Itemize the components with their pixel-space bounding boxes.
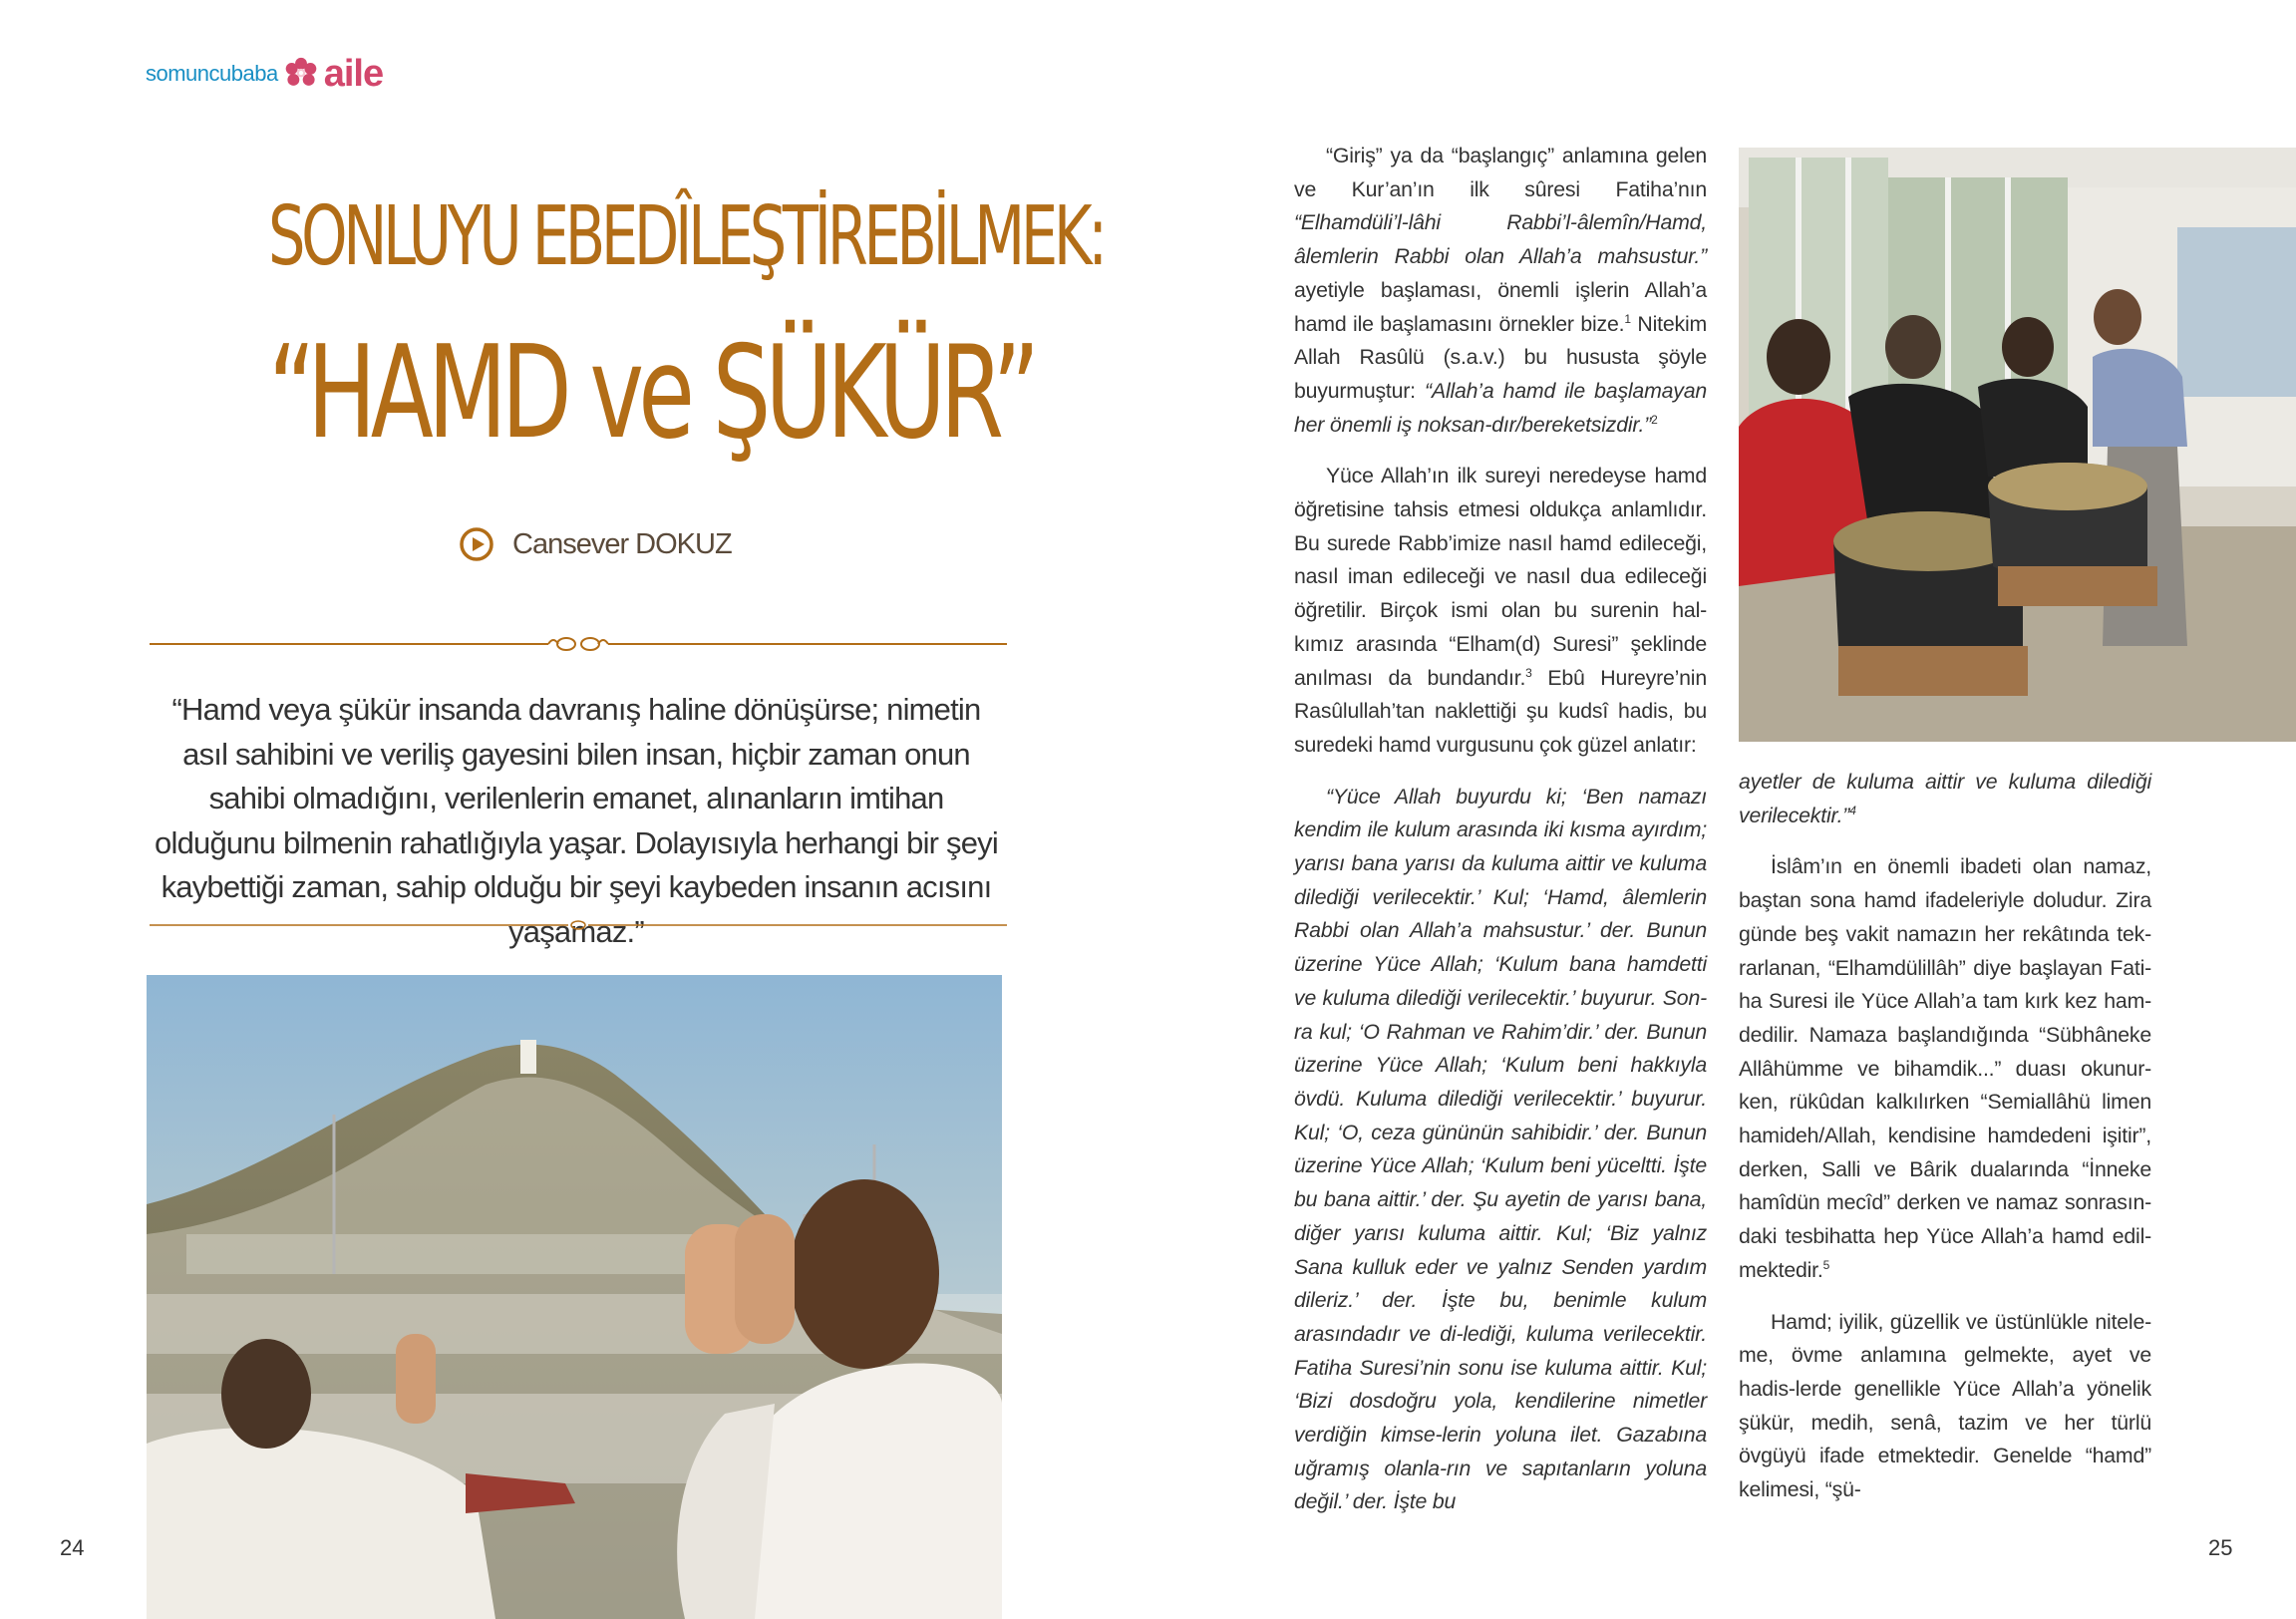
paragraph-hadith: “Yüce Allah buyurdu ki; ‘Ben namazı kendim ile kulum arasında iki kısma ayırdım; yarısı bana yarısı da kuluma aittir ve kuluma dilediği verilecektir.’ Kul; ‘Hamd, âlemlerin Rabbi olan Allah’a mahsustur.’ der. Bunun üzerine Yüce Allah; ‘Kulum bana hamdetti ve kuluma dilediği verilecektir.’ buyurur. Son-ra kul; ‘O Rahman ve Rahim’dir.’ der. Bunun üzerine Yüce Allah; ‘Kulum beni hakkıyla övdü. Kuluma dilediği verilecektir.’ buyurur. Kul; ‘O, ceza gününün sahibidir.’ der. Bunun üzerine Yüce Allah; ‘Kulum beni yüceltti. İşte bu bana aittir.’ der. Şu ayetin de yarısı bana, diğer yarısı kuluma aittir. Kul; ‘Biz yalnız Sana kulluk eder ve yalnız Senden yardım dileriz.’ der. İşte bu, benimle kulum arasındadır ve di-lediği, kuluma verilecektir. Fatiha Suresi’nin sonu ise kuluma aittir. Kul; ‘Bizi dosdoğru yola, kendilerine nimetler verdiğin kimse-lerin yoluna ilet. Gazabına uğramış olanla-rın ve sapıtanların yoluna değil.’ der. İşte bu — [1294, 784, 1707, 1514]
paragraph-prayer: İslâm’ın en önemli ibadeti olan namaz, baştan sona hamd ifadeleriyle doludur. Zira günde beş vakit namazın her rekâtında tek-rarlanan, “Elhamdülillâh” diye başlayan Fati-ha Suresi ile Yüce Allah’a tam kırk kez ham-dedilir. Namaza başlandığında “Sübhâneke Allâhümme ve bihamdik...” duası okunur-ken, rükûdan kalkılırken “Semiallâhü limen hamideh/Allah, kendisine hamdedeni işitir”, derken, Salli ve Bârik dualarında “İnneke hamîdün mecîd” derken ve namaz sonrasın-daki tesbihatta hep Yüce Allah’a hamd edil-mektedir.$^5$ — [1739, 854, 2151, 1282]
article-column-2 — [1739, 766, 2151, 1525]
pilgrims-image — [147, 975, 1002, 1619]
author-name: Cansever DOKUZ — [512, 527, 732, 560]
article-title-line2: “HAMD ve ŞÜKÜR” — [268, 319, 1035, 468]
footnote-ref-2[interactable]: 2 — [1651, 412, 1658, 427]
cooking-photo — [1739, 148, 2296, 742]
pilgrims-photo — [147, 975, 1002, 1619]
ornament-divider-top — [150, 634, 1007, 654]
article-column-1 — [1294, 140, 1707, 1537]
play-circle-icon — [459, 526, 494, 562]
article-title-line1: SONLUYU EBEDÎLEŞTİREBİLMEK: — [268, 189, 1104, 284]
author-byline — [459, 526, 732, 562]
footnote-ref-3[interactable]: 3 — [1525, 665, 1532, 680]
paragraph-hamd-meaning: Hamd; iyilik, güzellik ve üstünlükle nitele-me, övme anlamına gelmekte, ayet ve hadis-lerde genellikle Yüce Allah’a yönelik şükür, medih, senâ, tazim ve her türlü övgüyü ifade etmektedir. Genelde “hamd” kelimesi, “şü- — [1739, 1309, 2151, 1502]
flower-logo-icon — [284, 57, 318, 91]
paragraph-fatiha: Yüce Allah’ın ilk sureyi neredeyse hamd öğretisine tahsis etmesi oldukça anlamlıdır. Bu surede Rabb’imize nasıl hamd edileceği, nasıl iman edileceği ve nasıl dua edileceği öğretilir. Birçok ismi olan bu surenin hal-kımız arasında “Elham(d) Suresi” şeklinde anılması da bundandır.$^3$ Ebû Hureyre’nin Rasûlullah’tan naklettiği şu kudsî hadis, bu suredeki hamd vurgusunu çok güzel anlatır: — [1294, 464, 1707, 757]
cooking-image — [1739, 148, 2296, 742]
footnote-ref-1[interactable]: 1 — [1624, 311, 1631, 326]
paragraph-hadith-end: ayetler de kuluma aittir ve kuluma dilediği verilecektir.”$^4$ — [1739, 770, 2151, 827]
footnote-ref-4[interactable]: 4 — [1849, 803, 1856, 817]
page-number-left: 24 — [60, 1535, 85, 1560]
logo-text-aile: aile — [323, 53, 384, 95]
paragraph-intro: “Giriş” ya da “başlangıç” anlamına gelen ve Kur’an’ın ilk sûresi Fatiha’nın “Elhamdüli’l-lâhi Rabbi’l-âlemîn/Hamd, âlemlerin Rabbi olan Allah’a mahsustur.” ayetiyle başlaması, önemli işlerin Allah’a hamd ile başlamasını örnekler bize.$^1$ Nitekim Allah Rasûlü (s.a.v.) bu hususta şöyle buyurmuştur: “Allah’a hamd ile başlamayan her önemli iş noksan-dır/bereketsizdir.”$^2$ — [1294, 144, 1708, 437]
page-number-right: 25 — [2208, 1535, 2233, 1560]
ornament-divider-bottom — [150, 915, 1007, 935]
pull-quote: “Hamd veya şükür insanda davranış haline dönüşürse; nimetin asıl sahibini ve veriliş gayesini bilen insan, hiçbir zaman onun sahibi olmadığını, verilenlerin emanet, alınanların imtihan olduğunu bilmenin rahatlığıyla yaşar. Dolayısıyla herhangi bir şeyi kaybettiği zaman, sahip olduğu bir şeyi kaybeden insanın acısını yaşamaz.” — [155, 692, 998, 949]
logo-text-somuncubaba: somuncubaba — [146, 61, 278, 86]
magazine-logo — [146, 52, 383, 96]
footnote-ref-5[interactable]: 5 — [1822, 1257, 1830, 1272]
